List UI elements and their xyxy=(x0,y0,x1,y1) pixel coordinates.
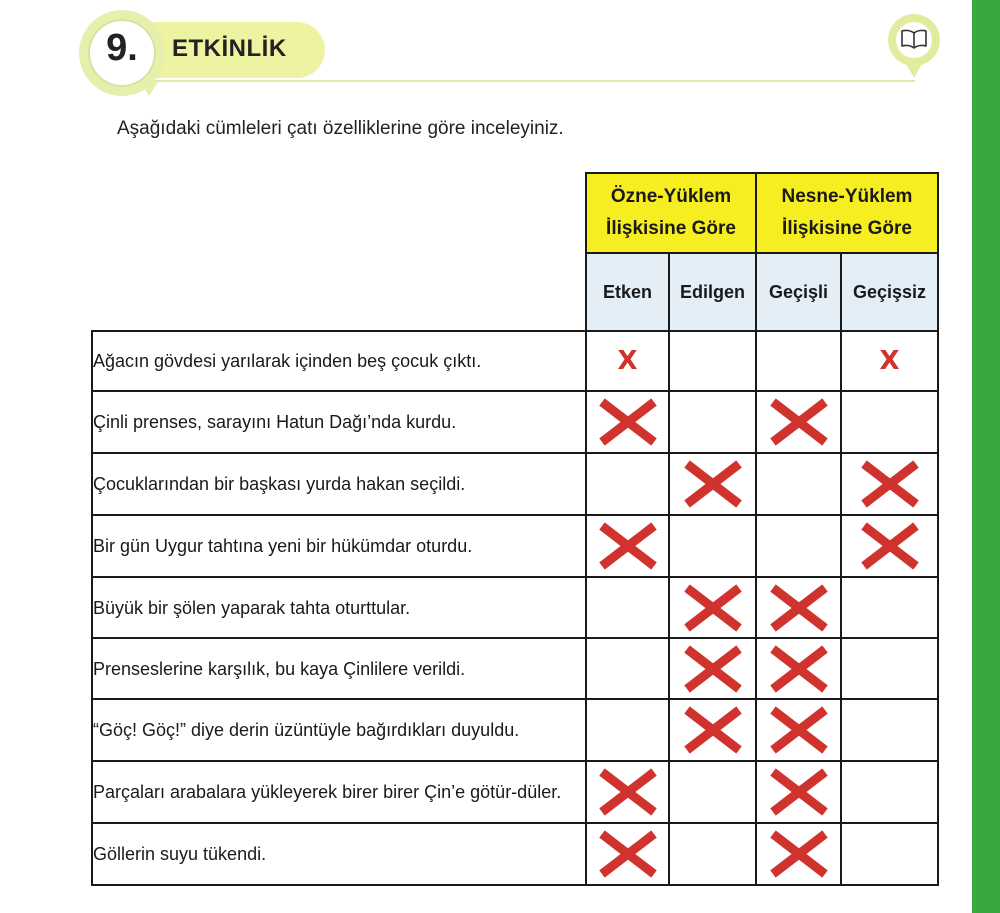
sentence-cell: Büyük bir şölen yaparak tahta oturttular. xyxy=(92,577,586,638)
cross-mark-icon xyxy=(595,396,661,448)
mark-cell xyxy=(841,577,938,638)
mark-cell xyxy=(586,823,669,885)
table-row xyxy=(92,761,938,823)
mark-cell xyxy=(756,577,841,638)
header-rule xyxy=(150,80,915,82)
cross-mark-icon xyxy=(766,643,832,695)
table-corner xyxy=(92,173,586,253)
cross-mark-icon xyxy=(680,643,746,695)
mark-cell xyxy=(669,515,756,577)
column-header-edilgen: Edilgen xyxy=(669,253,756,331)
mark-cell xyxy=(586,331,669,391)
mark-cell xyxy=(756,638,841,699)
sentence-cell: Parçaları arabalara yükleyerek birer birer Çin’e götür-düler. xyxy=(92,761,586,823)
cross-mark-icon xyxy=(857,520,923,572)
mark-cell xyxy=(586,577,669,638)
mark-cell xyxy=(669,638,756,699)
mark-cell xyxy=(669,331,756,391)
mark-cell xyxy=(841,453,938,515)
cross-mark-icon xyxy=(595,828,661,880)
group-header-row xyxy=(92,173,938,253)
book-icon xyxy=(901,29,927,49)
mark-cell xyxy=(841,699,938,761)
mark-cell xyxy=(841,391,938,453)
sentence-cell: Bir gün Uygur tahtına yeni bir hükümdar oturdu. xyxy=(92,515,586,577)
mark-cell xyxy=(841,331,938,391)
sentence-cell: “Göç! Göç!” diye derin üzüntüyle bağırdıkları duyuldu. xyxy=(92,699,586,761)
mark-cell xyxy=(756,391,841,453)
column-header-gecissiz: Geçişsiz xyxy=(841,253,938,331)
mark-cell xyxy=(586,761,669,823)
mark-cell xyxy=(669,391,756,453)
mark-cell xyxy=(756,331,841,391)
cross-mark-icon xyxy=(766,766,832,818)
cross-mark-icon xyxy=(766,704,832,756)
mark-cell xyxy=(586,638,669,699)
group-header-line: İlişkisine Göre xyxy=(782,218,912,239)
sentence-cell: Ağacın gövdesi yarılarak içinden beş çocuk çıktı. xyxy=(92,331,586,391)
table-row xyxy=(92,638,938,699)
table-row xyxy=(92,515,938,577)
group-header-line: Özne-Yüklem xyxy=(610,186,732,207)
mark-cell xyxy=(756,761,841,823)
column-header-gecisli: Geçişli xyxy=(756,253,841,331)
table-row xyxy=(92,823,938,885)
column-header-row xyxy=(92,253,938,331)
mark-cell xyxy=(669,761,756,823)
cross-mark-icon xyxy=(595,766,661,818)
mark-cell xyxy=(841,515,938,577)
mark-cell xyxy=(841,823,938,885)
sentence-cell: Çinli prenses, sarayını Hatun Dağı’nda kurdu. xyxy=(92,391,586,453)
mark-cell xyxy=(669,699,756,761)
mark-cell xyxy=(669,577,756,638)
table-row xyxy=(92,699,938,761)
group-header-line: Nesne-Yüklem xyxy=(781,186,913,207)
mark-cell xyxy=(841,761,938,823)
activity-title: ETKİNLİK xyxy=(172,35,287,62)
table-row xyxy=(92,577,938,638)
table-row xyxy=(92,391,938,453)
voice-analysis-table xyxy=(91,172,939,886)
mark-cell xyxy=(841,638,938,699)
cross-mark-icon xyxy=(595,520,661,572)
cross-mark-icon xyxy=(680,582,746,634)
mark-cell xyxy=(756,453,841,515)
mark-cell xyxy=(669,453,756,515)
table-corner xyxy=(92,253,586,331)
cross-mark-icon xyxy=(766,582,832,634)
mark-letter: X xyxy=(617,346,638,376)
mark-cell xyxy=(756,823,841,885)
cross-mark-icon xyxy=(766,828,832,880)
sentence-cell: Prenseslerine karşılık, bu kaya Çinlilere verildi. xyxy=(92,638,586,699)
cross-mark-icon xyxy=(766,396,832,448)
group-header-line: İlişkisine Göre xyxy=(606,218,736,239)
mark-cell xyxy=(586,391,669,453)
group-header-subject-predicate xyxy=(586,173,756,253)
mark-cell xyxy=(586,515,669,577)
cross-mark-icon xyxy=(680,458,746,510)
instruction-text: Aşağıdaki cümleleri çatı özelliklerine göre inceleyiniz. xyxy=(117,118,564,139)
side-strip xyxy=(972,0,1000,913)
activity-number: 9. xyxy=(106,27,138,69)
group-header-object-predicate xyxy=(756,173,938,253)
mark-cell xyxy=(586,453,669,515)
mark-letter: X xyxy=(879,346,900,376)
mark-cell xyxy=(586,699,669,761)
table-row xyxy=(92,453,938,515)
sentence-cell: Çocuklarından bir başkası yurda hakan seçildi. xyxy=(92,453,586,515)
column-header-etken: Etken xyxy=(586,253,669,331)
table-row xyxy=(92,331,938,391)
cross-mark-icon xyxy=(680,704,746,756)
mark-cell xyxy=(669,823,756,885)
cross-mark-icon xyxy=(857,458,923,510)
sentence-cell: Göllerin suyu tükendi. xyxy=(92,823,586,885)
mark-cell xyxy=(756,699,841,761)
mark-cell xyxy=(756,515,841,577)
